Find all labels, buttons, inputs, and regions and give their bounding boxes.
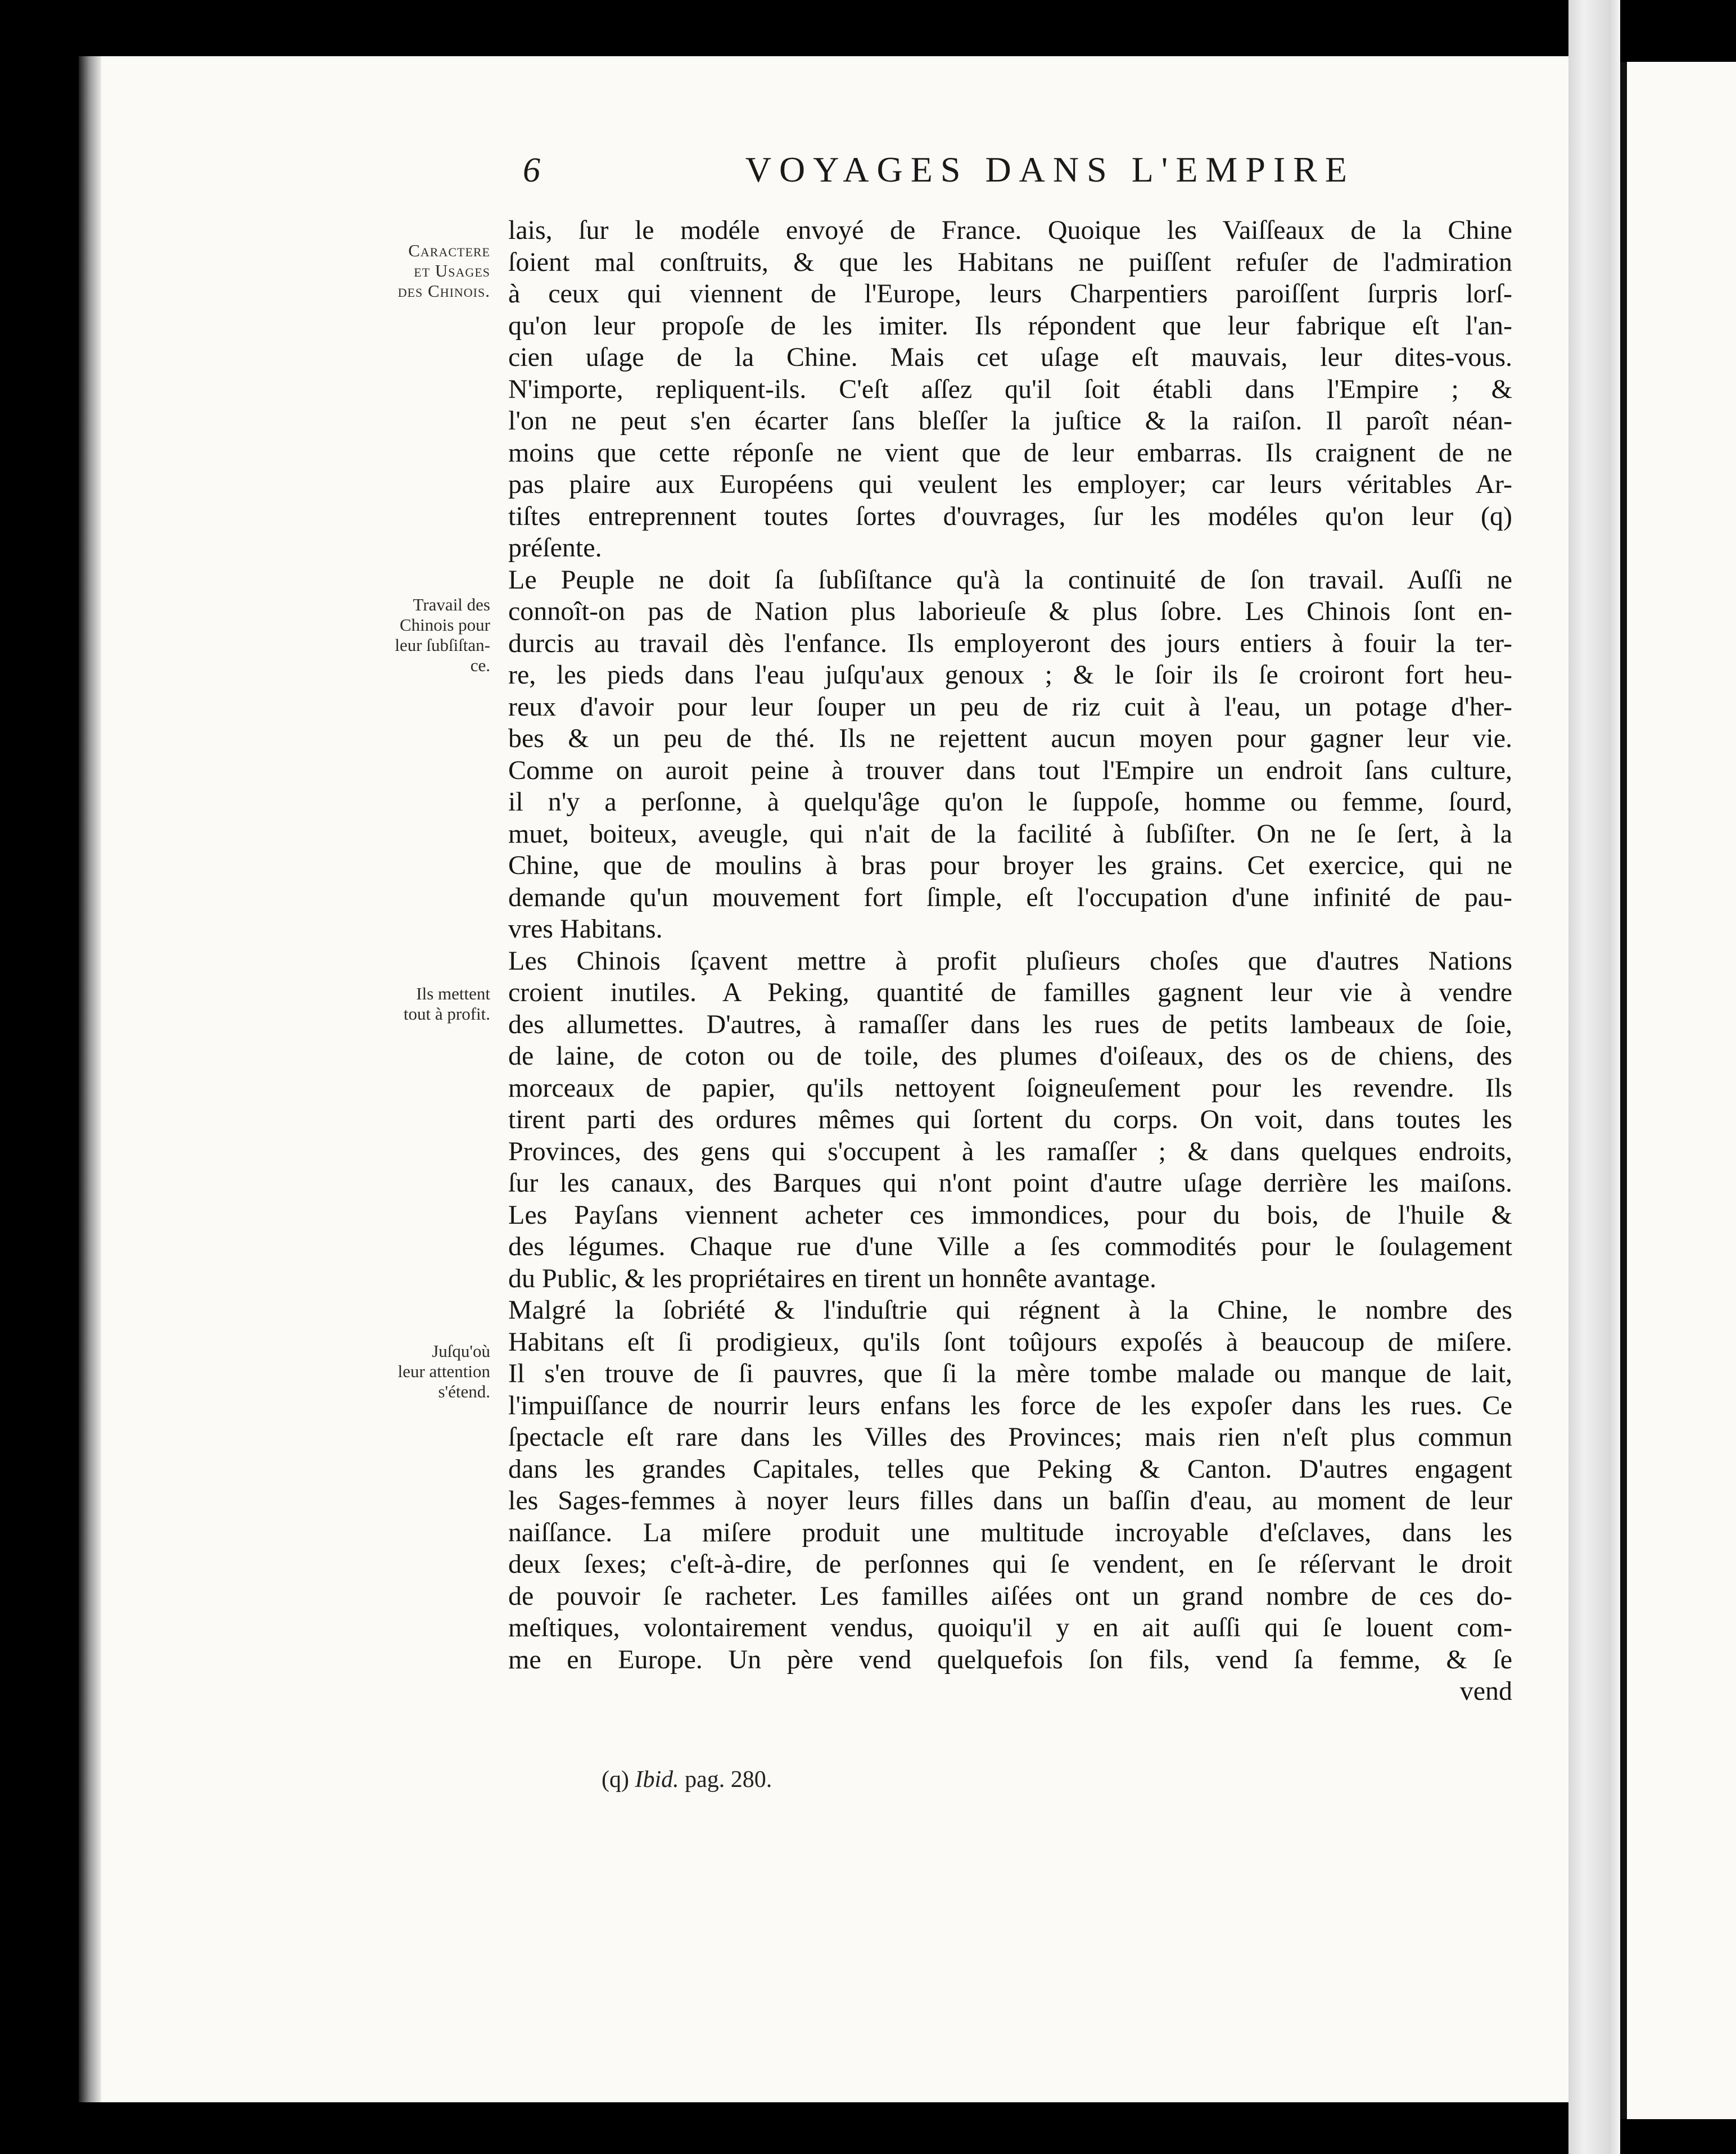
page-number: 6: [523, 151, 540, 189]
margin-note-line: leur ſubſiſtan-: [395, 635, 490, 655]
text-line: des allumettes. D'autres, à ramaſſer dans les rues de petits lambeaux de ſoie,: [508, 1009, 1512, 1039]
text-line: me en Europe. Un père vend quelquefois ſon fils, vend ſa femme, & ſe: [508, 1644, 1512, 1675]
text-line: demande qu'un mouvement fort ſimple, eſt l'occupation d'une infinité de pau-: [508, 882, 1512, 912]
page-fore-edge: [1568, 0, 1620, 2154]
margin-note-line: Juſqu'où: [432, 1341, 490, 1361]
text-line: vend: [1459, 1676, 1512, 1706]
footnote: [602, 1766, 772, 1793]
text-line: Malgré la ſobriété & l'induſtrie qui régnent à la Chine, le nombre des: [508, 1295, 1512, 1325]
margin-note-attention: [350, 1341, 490, 1402]
running-head: [523, 149, 1355, 191]
text-line: dans les grandes Capitales, telles que Peking & Canton. D'autres engagent: [508, 1454, 1512, 1484]
footnote-page: pag. 280.: [685, 1767, 772, 1793]
text-line: pas plaire aux Européens qui veulent les employer; car leurs véritables Ar-: [508, 469, 1512, 499]
text-line: Habitans eſt ſi prodigieux, qu'ils ſont toûjours expoſés à beaucoup de miſere.: [508, 1327, 1512, 1357]
footnote-mark: (q): [602, 1767, 629, 1793]
text-line: tiſtes entreprennent toutes ſortes d'ouvrages, ſur les modéles qu'on leur (q): [508, 501, 1512, 531]
text-line: Le Peuple ne doit ſa ſubſiſtance qu'à la continuité de ſon travail. Auſſi ne: [508, 564, 1512, 595]
text-line: naiſſance. La miſere produit une multitude incroyable d'eſclaves, dans les: [508, 1517, 1512, 1547]
text-line: Il s'en trouve de ſi pauvres, que ſi la mère tombe malade ou manque de lait,: [508, 1359, 1512, 1388]
text-line: Provinces, des gens qui s'occupent à les ramaſſer ; & dans quelques endroits,: [508, 1136, 1512, 1166]
margin-note-line: ce.: [470, 655, 490, 675]
text-line: N'importe, repliquent-ils. C'eſt aſſez qu'il ſoit établi dans l'Empire ; &: [508, 374, 1512, 404]
text-line: ſur les canaux, des Barques qui n'ont point d'autre uſage derrière les maiſons.: [508, 1168, 1512, 1198]
text-line: morceaux de papier, qu'ils nettoyent ſoigneuſement pour les revendre. Ils: [508, 1073, 1512, 1103]
margin-note-line: Ils mettent: [416, 984, 490, 1003]
text-line: moins que cette réponſe ne vient que de leur embarras. Ils craignent de ne: [508, 437, 1512, 468]
text-line: des légumes. Chaque rue d'une Ville a ſes commodités pour le ſoulagement: [508, 1232, 1512, 1261]
page-binding-edge: [79, 56, 101, 2102]
text-line: deux ſexes; c'eſt-à-dire, de perſonnes qui ſe vendent, en ſe réſervant le droit: [508, 1549, 1512, 1579]
text-line: qu'on leur propoſe de les imiter. Ils répondent que leur fabrique eſt l'an-: [508, 310, 1512, 341]
facing-page-edge: [1620, 62, 1736, 2119]
text-line: bes & un peu de thé. Ils ne rejettent aucun moyen pour gagner leur vie.: [508, 723, 1512, 753]
text-line: à ceux qui viennent de l'Europe, leurs Charpentiers paroiſſent ſurpris lorſ-: [508, 279, 1512, 309]
text-line: l'impuiſſance de nourrir leurs enfans les force de les expoſer dans les rues. Ce: [508, 1390, 1512, 1420]
body-text: [508, 215, 1512, 1708]
text-line: durcis au travail dès l'enfance. Ils employeront des jours entiers à fouir la ter-: [508, 628, 1512, 658]
text-line: Comme on auroit peine à trouver dans tout l'Empire un endroit ſans culture,: [508, 755, 1512, 785]
margin-note-caractere: [350, 241, 490, 301]
text-line: croient inutiles. A Peking, quantité de familles gagnent leur vie à vendre: [508, 978, 1512, 1007]
text-line: les Sages-femmes à noyer leurs filles dans un baſſin d'eau, au moment de leur: [508, 1486, 1512, 1515]
margin-note-line: Chinois pour: [399, 615, 490, 635]
text-line: Les Chinois ſçavent mettre à profit pluſieurs choſes que d'autres Nations: [508, 945, 1512, 976]
text-line: connoît-on pas de Nation plus laborieuſe & plus ſobre. Les Chinois ſont en-: [508, 596, 1512, 626]
text-line: il n'y a perſonne, à quelqu'âge qu'on le ſuppoſe, homme ou femme, ſourd,: [508, 787, 1512, 817]
text-line: préſente.: [508, 533, 602, 563]
text-line: meſtiques, volontairement vendus, quoiqu'il y en ait auſſi qui ſe louent com-: [508, 1613, 1512, 1642]
text-line: reux d'avoir pour leur ſouper un peu de riz cuit à l'eau, un potage d'her-: [508, 691, 1512, 722]
margin-note-line: des Chinois.: [397, 281, 490, 301]
margin-note-line: et Usages: [414, 261, 490, 280]
text-line: du Public, & les propriétaires en tirent un honnête avantage.: [508, 1263, 1156, 1293]
margin-note-line: s'étend.: [438, 1382, 490, 1401]
text-line: l'on ne peut s'en écarter ſans bleſſer la juſtice & la raiſon. Il paroît néan-: [508, 406, 1512, 436]
margin-note-line: Travail des: [413, 595, 490, 614]
footnote-ref: Ibid.: [635, 1767, 679, 1793]
text-line: tirent parti des ordures mêmes qui ſortent du corps. On voit, dans toutes les: [508, 1105, 1512, 1134]
text-line: de laine, de coton ou de toile, des plumes d'oiſeaux, des os de chiens, des: [508, 1041, 1512, 1071]
text-line: re, les pieds dans l'eau juſqu'aux genoux ; & le ſoir ils ſe croiront fort heu-: [508, 660, 1512, 690]
text-line: lais, ſur le modéle envoyé de France. Quoique les Vaiſſeaux de la Chine: [508, 215, 1512, 245]
text-line: ſoient mal conſtruits, & que les Habitans ne puiſſent refuſer de l'admiration: [508, 247, 1512, 277]
margin-note-travail: [350, 595, 490, 676]
margin-note-profit: [350, 984, 490, 1024]
facing-page-gutter: [1620, 62, 1627, 2119]
text-line: Chine, que de moulins à bras pour broyer les grains. Cet exercice, qui ne: [508, 850, 1512, 880]
running-title: VOYAGES DANS L'EMPIRE: [745, 150, 1355, 189]
margin-note-line: leur attention: [397, 1361, 490, 1381]
margin-note-line: Caractere: [408, 241, 490, 260]
text-line: de pouvoir ſe racheter. Les familles aiſées ont un grand nombre de ces do-: [508, 1581, 1512, 1611]
text-line: vres Habitans.: [508, 914, 663, 944]
text-line: Les Payſans viennent acheter ces immondices, pour du bois, de l'huile &: [508, 1200, 1512, 1230]
text-line: ſpectacle eſt rare dans les Villes des Provinces; mais rien n'eſt plus commun: [508, 1422, 1512, 1452]
text-line: cien uſage de la Chine. Mais cet uſage eſt mauvais, leur dites-vous.: [508, 342, 1512, 372]
text-line: muet, boiteux, aveugle, qui n'ait de la facilité à ſubſiſter. On ne ſe ſert, à la: [508, 818, 1512, 849]
margin-note-line: tout à profit.: [403, 1004, 490, 1024]
